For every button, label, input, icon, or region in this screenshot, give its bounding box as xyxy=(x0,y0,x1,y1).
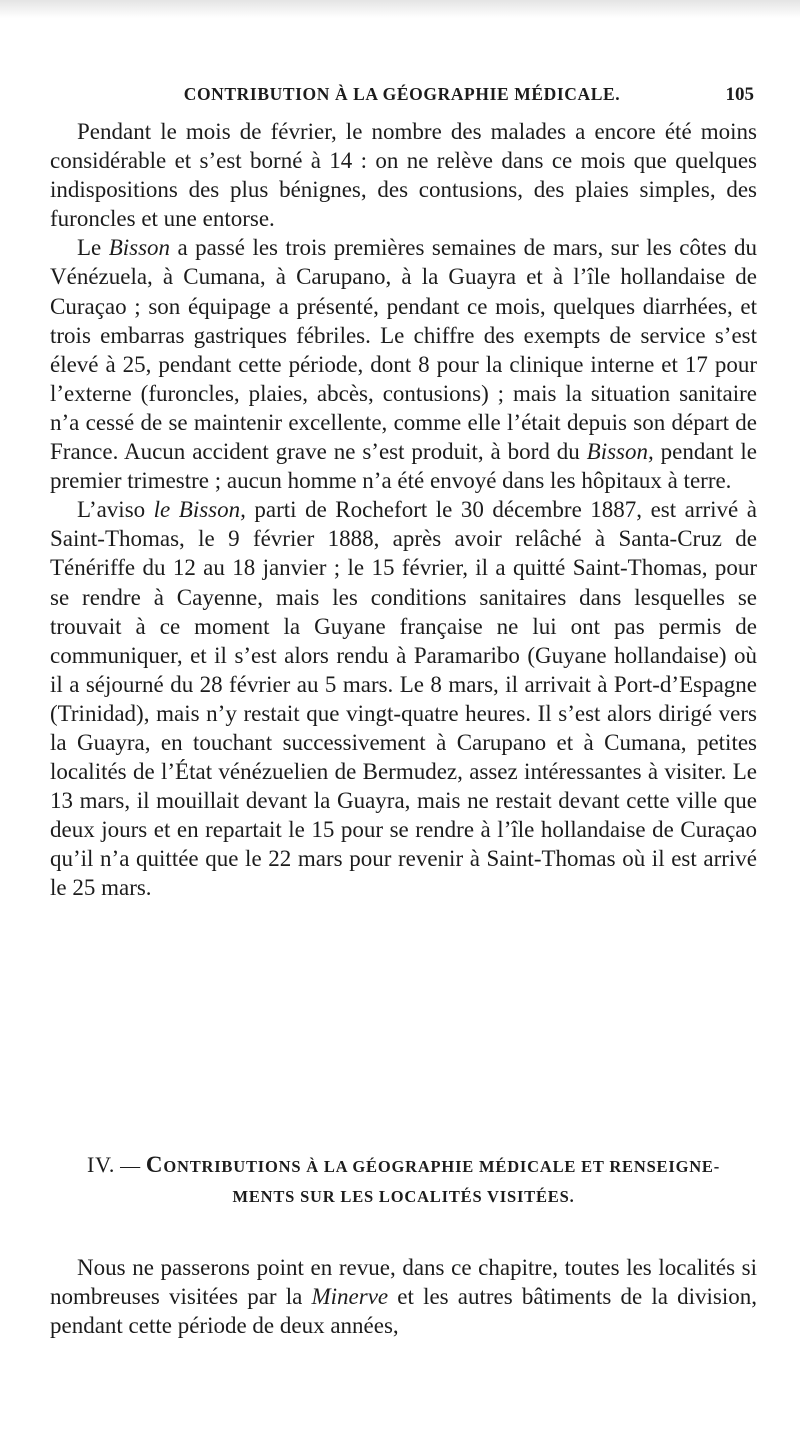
running-title: CONTRIBUTION À LA GÉOGRAPHIE MÉDICALE. xyxy=(183,84,621,104)
paragraph-text: Nous ne passerons point en revue, dans ce chapitre, toutes les localités si nombreuses visitées par la xyxy=(50,1255,757,1310)
running-head xyxy=(50,84,754,108)
paragraph-march xyxy=(50,233,757,495)
paragraph-text: Le xyxy=(77,235,109,261)
paragraph-text: L’aviso xyxy=(77,497,154,523)
section-heading xyxy=(50,1150,757,1212)
paragraph-itinerary xyxy=(50,495,757,902)
ship-name: le Bisson, xyxy=(153,497,246,523)
body-text-lower xyxy=(50,1253,757,1340)
section-title-line-2: MENTS SUR LES LOCALITÉS VISITÉES. xyxy=(232,1187,575,1206)
paragraph-text: pendant le premier trimestre ; aucun homme n’a été envoyé dans les hôpitaux à terre. xyxy=(50,439,758,494)
paragraph-text: et les autres bâtiments de la division, pendant cette période de deux années, xyxy=(50,1284,757,1339)
section-title-initial: C xyxy=(145,1152,164,1177)
page-number: 105 xyxy=(725,84,754,105)
paragraph-february xyxy=(50,117,757,233)
section-title-line-1: ONTRIBUTIONS À LA GÉOGRAPHIE MÉDICALE ET RENSEIGNE- xyxy=(163,1157,721,1176)
ship-name: Bisson, xyxy=(586,439,654,465)
paragraph-text: parti de Rochefort le 30 décembre 1887, est arrivé à Saint-Thomas, le 9 février 1888, après avoir relâché à Santa-Cruz de Ténériffe du 12 au 18 janvier ; le 15 février, il a quitté Saint-Thomas, pour se rendre à Cayenne, mais les conditions sanitaires dans lesquelles se trouvait à ce moment la Guyane française ne lui ont pas permis de communiquer, et il s’est alors rendu à Paramaribo (Guyane hollandaise) où il a séjourné du 28 février au 5 mars. Le 8 mars, il arrivait à Port-d’Espagne (Trinidad), mais n’y restait que vingt-quatre heures. Il s’est alors dirigé vers la Guayra, en touchant successivement à Carupano et à Cumana, petites localités de l’État vénézuelien de Bermudez, assez intéressantes à visiter. Le 13 mars, il mouillait devant la Guayra, mais ne restait devant cette ville que deux jours et en repartait le 15 pour se rendre à l’île hollandaise de Curaçao qu’il n’a quittée que le 22 mars pour revenir à Saint-Thomas où il est arrivé le 25 mars. xyxy=(50,497,757,901)
paragraph-closing xyxy=(50,1253,757,1340)
ship-name: Bisson xyxy=(108,235,171,261)
page-top-shadow xyxy=(0,0,800,18)
paragraph-text: Pendant le mois de février, le nombre des malades a encore été moins considérable et s’est borné à 14 : on ne relève dans ce mois que quelques indispositions des plus bénignes, des contusions, des plaies simples, des furoncles et une entorse. xyxy=(50,119,757,232)
section-heading-line-1 xyxy=(50,1150,757,1182)
section-number: IV. xyxy=(86,1152,116,1177)
ship-name: Minerve xyxy=(311,1284,389,1310)
paragraph-text: a passé les trois premières semaines de mars, sur les côtes du Vénézuela, à Cumana, à Carupano, à la Guayra et à l’île hollandaise de Curaçao ; son équipage a présenté, pendant ce mois, quelques diarrhées, et trois embarras gastriques fébriles. Le chiffre des exempts de service s’est élevé à 25, pendant cette période, dont 8 pour la clinique interne et 17 pour l’externe (furoncles, plaies, abcès, contusions) ; mais la situation sanitaire n’a cessé de se maintenir excellente, comme elle l’était depuis son départ de France. Aucun accident grave ne s’est produit, à bord du xyxy=(50,235,757,465)
section-dash: — xyxy=(120,1155,141,1177)
body-text-upper xyxy=(50,117,757,903)
